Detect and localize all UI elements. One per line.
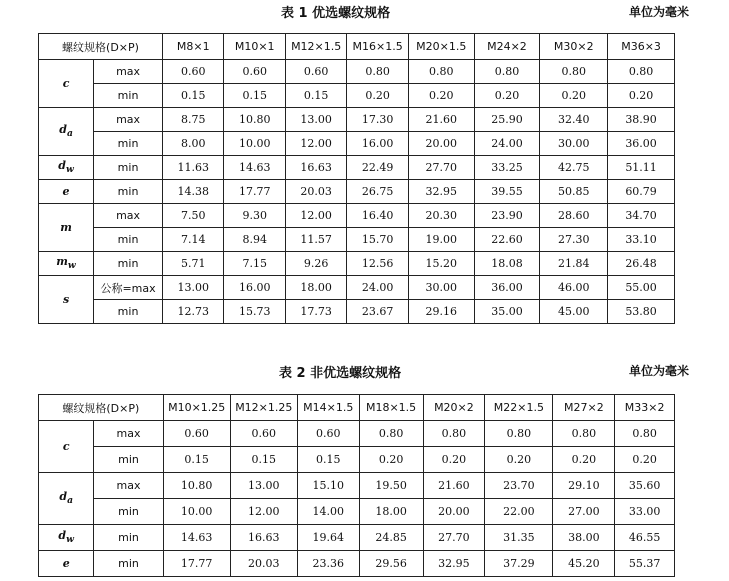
table-cell: 27.70 (408, 156, 474, 180)
row-symbol: $m_w$ (39, 252, 94, 276)
table-cell: 9.30 (224, 204, 285, 228)
table-cell: 16.63 (230, 525, 297, 551)
table-cell: 20.30 (408, 204, 474, 228)
column-header: M27×2 (553, 395, 615, 421)
table-cell: 0.80 (347, 60, 408, 84)
table-cell: 12.56 (347, 252, 408, 276)
table-row (39, 108, 675, 132)
table-cell: 20.03 (230, 551, 297, 577)
table-cell: 0.80 (608, 60, 675, 84)
table-cell: 14.63 (224, 156, 285, 180)
column-header: M24×2 (474, 34, 540, 60)
table-cell: 10.00 (163, 499, 230, 525)
header-thread-spec: 螺纹规格(D×P) (39, 34, 163, 60)
row-kind: min (94, 132, 163, 156)
table-cell: 17.77 (224, 180, 285, 204)
row-kind: min (94, 525, 163, 551)
row-kind: max (94, 473, 163, 499)
row-symbol: m (39, 204, 94, 252)
table-cell: 7.14 (163, 228, 224, 252)
table-cell: 24.00 (347, 276, 408, 300)
row-symbol: $d_a$ (39, 108, 94, 156)
table-cell: 0.20 (485, 447, 553, 473)
table2-caption: 表 2 非优选螺纹规格 (279, 366, 402, 381)
row-kind: min (94, 156, 163, 180)
column-header: M14×1.5 (297, 395, 359, 421)
row-symbol: c (39, 60, 94, 108)
table-cell: 0.20 (615, 447, 675, 473)
table-cell: 31.35 (485, 525, 553, 551)
row-kind: min (94, 551, 163, 577)
table-cell: 22.49 (347, 156, 408, 180)
table-cell: 0.15 (297, 447, 359, 473)
table-cell: 13.00 (230, 473, 297, 499)
table-cell: 8.00 (163, 132, 224, 156)
table-cell: 27.30 (540, 228, 608, 252)
column-header: M30×2 (540, 34, 608, 60)
table-cell: 21.60 (423, 473, 485, 499)
table-cell: 16.40 (347, 204, 408, 228)
table-cell: 20.00 (408, 132, 474, 156)
table-cell: 30.00 (540, 132, 608, 156)
table-row (39, 447, 675, 473)
table1-preferred-thread-specs (38, 33, 675, 324)
table-cell: 11.57 (285, 228, 346, 252)
table-cell: 0.80 (615, 421, 675, 447)
table-cell: 0.60 (230, 421, 297, 447)
table-row (39, 156, 675, 180)
table1-caption: 表 1 优选螺纹规格 (281, 6, 391, 21)
table-cell: 27.70 (423, 525, 485, 551)
table-cell: 38.00 (553, 525, 615, 551)
table-cell: 35.60 (615, 473, 675, 499)
table-cell: 32.40 (540, 108, 608, 132)
table-cell: 0.60 (224, 60, 285, 84)
table-cell: 5.71 (163, 252, 224, 276)
table-cell: 45.00 (540, 300, 608, 324)
table-cell: 18.08 (474, 252, 540, 276)
column-header: M8×1 (163, 34, 224, 60)
table-cell: 0.80 (408, 60, 474, 84)
table-header-row (39, 34, 675, 60)
table-row (39, 252, 675, 276)
row-kind: min (94, 84, 163, 108)
header-thread-spec: 螺纹规格(D×P) (39, 395, 164, 421)
table-cell: 16.00 (224, 276, 285, 300)
row-symbol: s (39, 276, 94, 324)
column-header: M22×1.5 (485, 395, 553, 421)
table-cell: 26.75 (347, 180, 408, 204)
table-row (39, 132, 675, 156)
table-cell: 15.20 (408, 252, 474, 276)
table-cell: 50.85 (540, 180, 608, 204)
table-cell: 36.00 (474, 276, 540, 300)
table-cell: 0.20 (608, 84, 675, 108)
row-kind: 公称=max (94, 276, 163, 300)
row-symbol: e (39, 180, 94, 204)
row-kind: max (94, 421, 163, 447)
table-cell: 23.67 (347, 300, 408, 324)
table-cell: 7.50 (163, 204, 224, 228)
table-cell: 16.00 (347, 132, 408, 156)
table-cell: 8.94 (224, 228, 285, 252)
column-header: M33×2 (615, 395, 675, 421)
table-cell: 13.00 (163, 276, 224, 300)
table-cell: 9.26 (285, 252, 346, 276)
table-cell: 0.20 (359, 447, 423, 473)
table2-unit: 单位为毫米 (629, 364, 690, 378)
row-kind: max (94, 108, 163, 132)
table1-unit: 单位为毫米 (629, 5, 690, 19)
table-cell: 0.15 (230, 447, 297, 473)
table-cell: 46.55 (615, 525, 675, 551)
column-header: M10×1.25 (163, 395, 230, 421)
table-cell: 7.15 (224, 252, 285, 276)
table-cell: 0.60 (163, 60, 224, 84)
table-cell: 23.90 (474, 204, 540, 228)
table-cell: 55.00 (608, 276, 675, 300)
table-cell: 21.60 (408, 108, 474, 132)
table-row (39, 473, 675, 499)
table-cell: 10.80 (163, 473, 230, 499)
table-cell: 12.73 (163, 300, 224, 324)
table-cell: 0.15 (285, 84, 346, 108)
column-header: M18×1.5 (359, 395, 423, 421)
table-cell: 0.80 (485, 421, 553, 447)
table-row (39, 228, 675, 252)
table-cell: 0.80 (540, 60, 608, 84)
row-kind: max (94, 204, 163, 228)
table-cell: 19.50 (359, 473, 423, 499)
row-kind: max (94, 60, 163, 84)
row-symbol: $d_a$ (39, 473, 94, 525)
row-symbol: $d_w$ (39, 156, 94, 180)
table-cell: 17.30 (347, 108, 408, 132)
table-cell: 18.00 (359, 499, 423, 525)
table-row (39, 499, 675, 525)
table-cell: 29.56 (359, 551, 423, 577)
table-cell: 13.00 (285, 108, 346, 132)
row-symbol: e (39, 551, 94, 577)
row-symbol: c (39, 421, 94, 473)
table-cell: 25.90 (474, 108, 540, 132)
column-header: M36×3 (608, 34, 675, 60)
row-kind: min (94, 180, 163, 204)
table-cell: 22.00 (485, 499, 553, 525)
table-row (39, 204, 675, 228)
table-cell: 17.73 (285, 300, 346, 324)
table-cell: 0.60 (285, 60, 346, 84)
row-kind: min (94, 228, 163, 252)
table-row (39, 551, 675, 577)
column-header: M12×1.25 (230, 395, 297, 421)
table-cell: 10.80 (224, 108, 285, 132)
table-cell: 14.00 (297, 499, 359, 525)
table-cell: 26.48 (608, 252, 675, 276)
table-cell: 32.95 (408, 180, 474, 204)
table-cell: 0.20 (540, 84, 608, 108)
table-cell: 29.16 (408, 300, 474, 324)
table-cell: 11.63 (163, 156, 224, 180)
table-cell: 21.84 (540, 252, 608, 276)
row-symbol: $d_w$ (39, 525, 94, 551)
table-cell: 0.60 (163, 421, 230, 447)
table-cell: 19.64 (297, 525, 359, 551)
table-cell: 51.11 (608, 156, 675, 180)
table-cell: 0.20 (347, 84, 408, 108)
column-header: M20×2 (423, 395, 485, 421)
table-cell: 34.70 (608, 204, 675, 228)
table-cell: 0.15 (224, 84, 285, 108)
table-cell: 15.70 (347, 228, 408, 252)
table-cell: 23.70 (485, 473, 553, 499)
column-header: M12×1.5 (285, 34, 346, 60)
table-cell: 29.10 (553, 473, 615, 499)
table-cell: 24.00 (474, 132, 540, 156)
table-cell: 27.00 (553, 499, 615, 525)
table-row (39, 84, 675, 108)
table-cell: 32.95 (423, 551, 485, 577)
table-cell: 0.60 (297, 421, 359, 447)
table-cell: 8.75 (163, 108, 224, 132)
table-cell: 0.15 (163, 447, 230, 473)
table-cell: 28.60 (540, 204, 608, 228)
table-header-row (39, 395, 675, 421)
table-cell: 30.00 (408, 276, 474, 300)
row-kind: min (94, 252, 163, 276)
row-kind: min (94, 499, 163, 525)
table-cell: 16.63 (285, 156, 346, 180)
table-row (39, 525, 675, 551)
table-cell: 15.73 (224, 300, 285, 324)
column-header: M10×1 (224, 34, 285, 60)
table-cell: 33.00 (615, 499, 675, 525)
table-cell: 12.00 (285, 204, 346, 228)
table-row (39, 300, 675, 324)
table-cell: 0.80 (474, 60, 540, 84)
table-row (39, 276, 675, 300)
table-cell: 33.10 (608, 228, 675, 252)
table-row (39, 421, 675, 447)
table-cell: 0.20 (408, 84, 474, 108)
table-cell: 10.00 (224, 132, 285, 156)
table-cell: 0.80 (423, 421, 485, 447)
row-kind: min (94, 447, 163, 473)
table-cell: 33.25 (474, 156, 540, 180)
table-cell: 0.15 (163, 84, 224, 108)
table-cell: 22.60 (474, 228, 540, 252)
table-cell: 24.85 (359, 525, 423, 551)
table-cell: 35.00 (474, 300, 540, 324)
table-cell: 60.79 (608, 180, 675, 204)
column-header: M20×1.5 (408, 34, 474, 60)
table-cell: 0.20 (423, 447, 485, 473)
table-cell: 38.90 (608, 108, 675, 132)
table-row (39, 180, 675, 204)
table-cell: 55.37 (615, 551, 675, 577)
table-cell: 12.00 (285, 132, 346, 156)
table-cell: 12.00 (230, 499, 297, 525)
table-cell: 18.00 (285, 276, 346, 300)
table-cell: 14.63 (163, 525, 230, 551)
table-cell: 0.20 (474, 84, 540, 108)
table-cell: 36.00 (608, 132, 675, 156)
table-cell: 53.80 (608, 300, 675, 324)
table-cell: 0.80 (553, 421, 615, 447)
column-header: M16×1.5 (347, 34, 408, 60)
table-cell: 14.38 (163, 180, 224, 204)
table-row (39, 60, 675, 84)
table-cell: 15.10 (297, 473, 359, 499)
table-cell: 46.00 (540, 276, 608, 300)
table2-nonpreferred-thread-specs (38, 394, 675, 577)
table-cell: 45.20 (553, 551, 615, 577)
table-cell: 42.75 (540, 156, 608, 180)
table-cell: 23.36 (297, 551, 359, 577)
table-cell: 0.80 (359, 421, 423, 447)
table-cell: 19.00 (408, 228, 474, 252)
table-cell: 20.03 (285, 180, 346, 204)
table-cell: 17.77 (163, 551, 230, 577)
table-cell: 39.55 (474, 180, 540, 204)
row-kind: min (94, 300, 163, 324)
table-cell: 0.20 (553, 447, 615, 473)
table-cell: 20.00 (423, 499, 485, 525)
table-cell: 37.29 (485, 551, 553, 577)
